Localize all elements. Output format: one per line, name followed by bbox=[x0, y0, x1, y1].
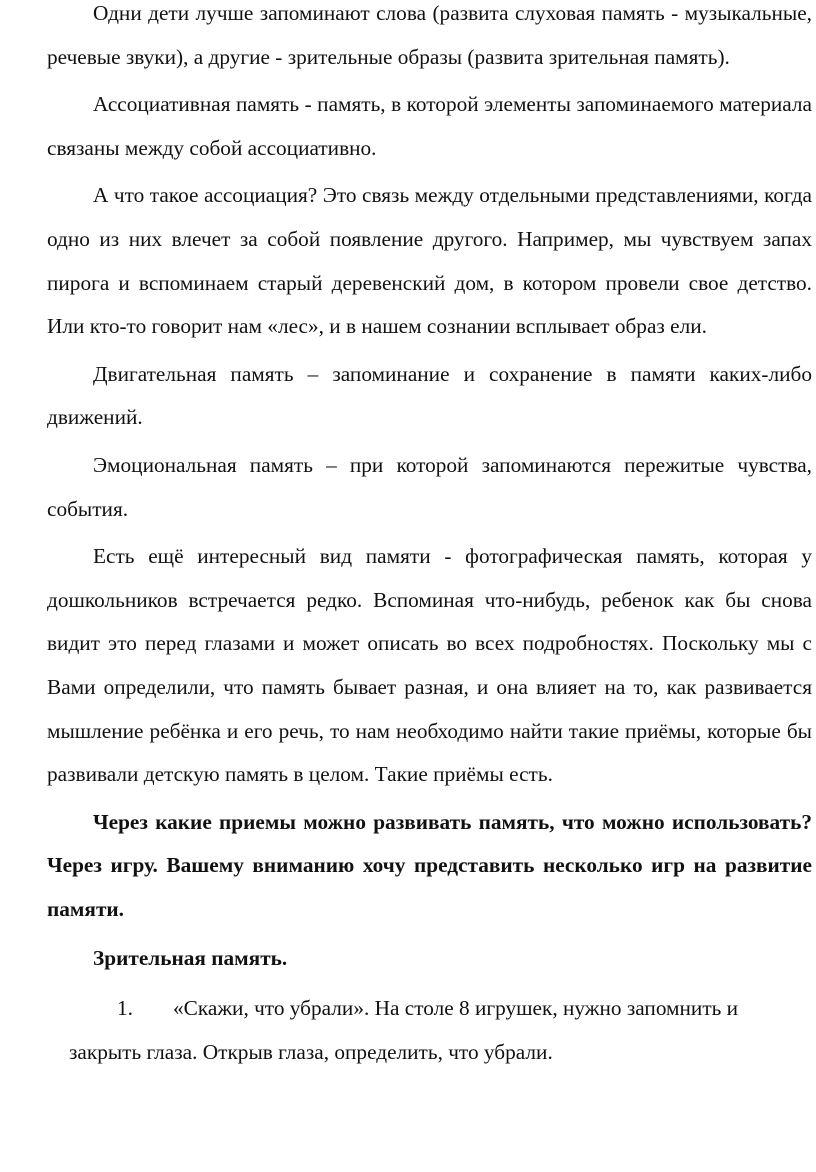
list-item-continuation: закрыть глаза. Открыв глаза, определить, что убрали. bbox=[69, 1039, 553, 1064]
paragraph-associative-memory: Ассоциативная память - память, в которой элементы запоминаемого материала связаны между собой ассоциативно. bbox=[47, 92, 812, 160]
paragraph-association-definition: А что такое ассоциация? Это связь между отдельными представлениями, когда одно из них влечет за собой появление другого. Например, мы чувствуем запах пирога и вспоминаем старый деревенский дом, в котором провели свое детство. Или кто-то говорит нам «лес», и в нашем сознании всплывает образ ели. bbox=[47, 183, 812, 339]
document-page bbox=[47, 0, 812, 1074]
list-item-number: 1. bbox=[117, 996, 133, 1021]
paragraph-emotional-memory: Эмоциональная память – при которой запоминаются пережитые чувства, события. bbox=[47, 452, 812, 521]
paragraph-auditory-visual-memory: Одни дети лучше запоминают слова (развита слуховая память - музыкальные, речевые звуки), а другие - зрительные образы (развита зрительная память). bbox=[47, 1, 812, 69]
paragraph-methods-intro: Через какие приемы можно развивать память, что можно использовать? Через игру. Вашему вниманию хочу представить несколько игр на развитие памяти. bbox=[47, 809, 812, 921]
paragraph-photographic-memory: Есть ещё интересный вид памяти - фотографическая память, которая у дошкольников встречается редко. Вспоминая что-нибудь, ребенок как бы снова видит это перед глазами и может описать во всех подробностях. Поскольку мы с Вами определили, что память бывает разная, и она влияет на то, как развивается мышление ребёнка и его речь, то нам необходимо найти такие приёмы, которые бы развивали детскую память в целом. Такие приёмы есть. bbox=[47, 544, 812, 787]
list-item bbox=[47, 987, 812, 1074]
list-item-first-line: «Скажи, что убрали». На столе 8 игрушек, нужно запомнить и bbox=[173, 996, 739, 1021]
paragraph-motor-memory: Двигательная память – запоминание и сохранение в памяти каких-либо движений. bbox=[47, 361, 812, 430]
section-heading-visual-memory: Зрительная память. bbox=[93, 946, 288, 971]
